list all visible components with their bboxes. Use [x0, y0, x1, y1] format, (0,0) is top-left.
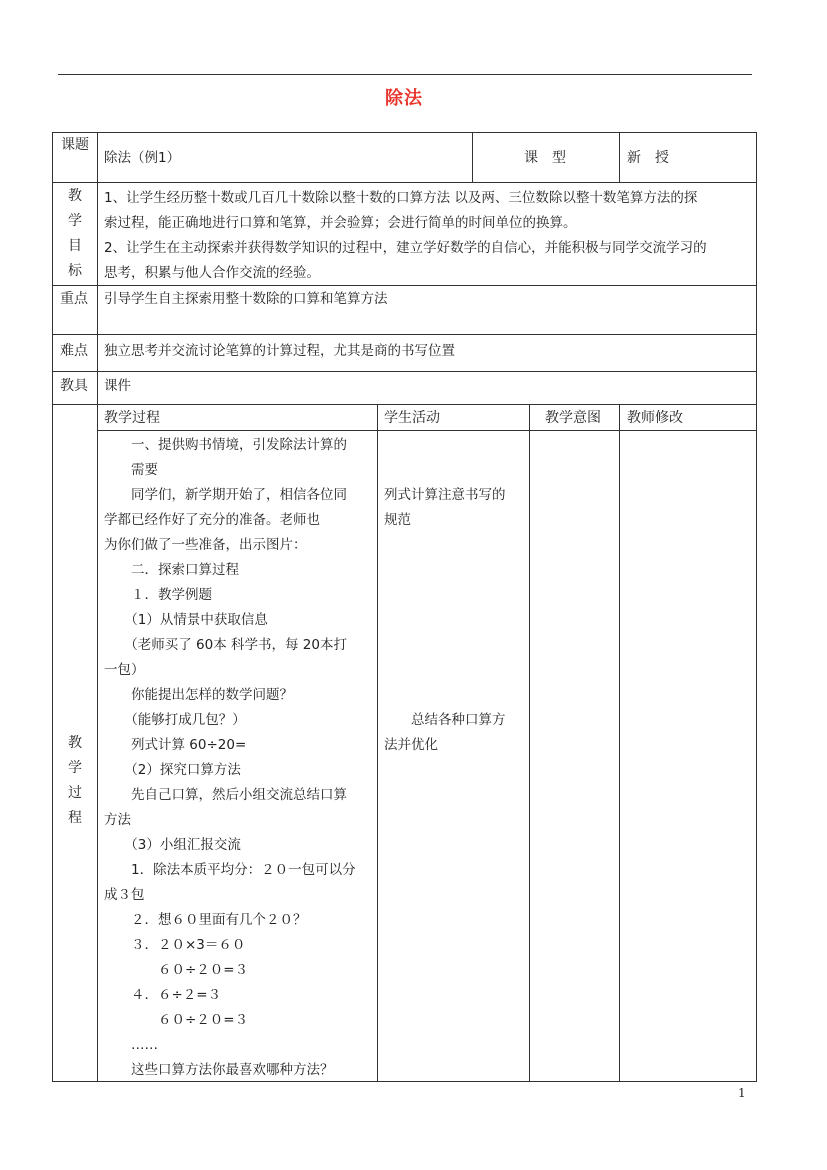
- list-item: 这些口算方法你最喜欢哪种方法？: [104, 1062, 334, 1078]
- tools-label: 教具: [60, 378, 88, 394]
- goal-1-line-b: 索过程，能正确地进行口算和笔算，并会验算；会进行简单的时间单位的换算。: [104, 215, 577, 231]
- list-item: （能够打成几包？）: [104, 712, 246, 728]
- list-item: ……: [104, 1037, 158, 1053]
- list-item: 一、提供购书情境，引发除法计算的: [104, 437, 347, 453]
- list-item: ６０÷２０=３: [104, 1012, 249, 1028]
- list-item: １．教学例题: [104, 587, 212, 603]
- page-number: 1: [738, 1086, 746, 1100]
- list-item: 需要: [104, 462, 158, 478]
- type-value: 新 授: [627, 150, 669, 166]
- column-header-student: 学生活动: [384, 410, 440, 426]
- list-item: 同学们，新学期开始了，相信各位同: [104, 487, 347, 503]
- student-activity-note-1a: 列式计算注意书写的: [384, 487, 506, 503]
- list-item: （2）探究口算方法: [104, 762, 241, 778]
- column-header-process: 教学过程: [104, 410, 160, 426]
- list-item: ３．２０×3＝６０: [104, 937, 246, 953]
- list-item: （3）小组汇报交流: [104, 837, 241, 853]
- key-point-label: 重点: [60, 291, 88, 307]
- list-item: ４．６÷２=３: [104, 987, 222, 1003]
- topic-value: 除法（例1）: [104, 150, 181, 166]
- list-item: 学都已经作好了充分的准备。老师也: [104, 512, 320, 528]
- list-item: ６０÷２０=３: [104, 962, 249, 978]
- top-rule: [58, 74, 752, 75]
- tools-text: 课件: [104, 378, 131, 394]
- type-label: 课 型: [524, 150, 566, 166]
- list-item: ２．想６０里面有几个２０？: [104, 912, 307, 928]
- list-item: 一包）: [104, 662, 145, 678]
- list-item: 你能提出怎样的数学问题？: [104, 687, 293, 703]
- difficulty-label: 难点: [60, 343, 88, 359]
- process-label: 教 学 过 程: [68, 735, 82, 826]
- goal-2-line-a: 2、让学生在主动探索并获得数学知识的过程中，建立学好数学的自信心，并能积极与同学交流学习的: [104, 240, 707, 256]
- list-item: 方法: [104, 812, 131, 828]
- list-item: 为你们做了一些准备，出示图片：: [104, 537, 307, 553]
- list-item: 二．探索口算过程: [104, 562, 239, 578]
- student-activity-note-2b: 法并优化: [384, 737, 438, 753]
- student-activity-note-2a: 总结各种口算方: [384, 712, 506, 728]
- list-item: （老师买了 60本 科学书，每 20本打: [104, 637, 347, 653]
- column-header-intent: 教学意图: [545, 410, 601, 426]
- goal-1-line-a: 1、让学生经历整十数或几百几十数除以整十数的口算方法 以及两、三位数除以整十数笔算方法的探: [104, 190, 698, 206]
- list-item: （1）从情景中获取信息: [104, 612, 268, 628]
- list-item: 成３包: [104, 887, 145, 903]
- page-title: 除法: [385, 88, 423, 109]
- column-header-revision: 教师修改: [627, 410, 683, 426]
- list-item: 先自己口算，然后小组交流总结口算: [104, 787, 347, 803]
- topic-label: 课题: [61, 137, 89, 153]
- list-item: 列式计算 60÷20=: [104, 737, 247, 753]
- goal-2-line-b: 思考，积累与他人合作交流的经验。: [104, 265, 320, 281]
- difficulty-text: 独立思考并交流讨论笔算的计算过程，尤其是商的书写位置: [104, 343, 455, 359]
- list-item: 1．除法本质平均分：２０一包可以分: [104, 862, 356, 878]
- key-point-text: 引导学生自主探索用整十数除的口算和笔算方法: [104, 291, 388, 307]
- student-activity-note-1b: 规范: [384, 512, 411, 528]
- goals-label: 教 学 目 标: [68, 188, 82, 279]
